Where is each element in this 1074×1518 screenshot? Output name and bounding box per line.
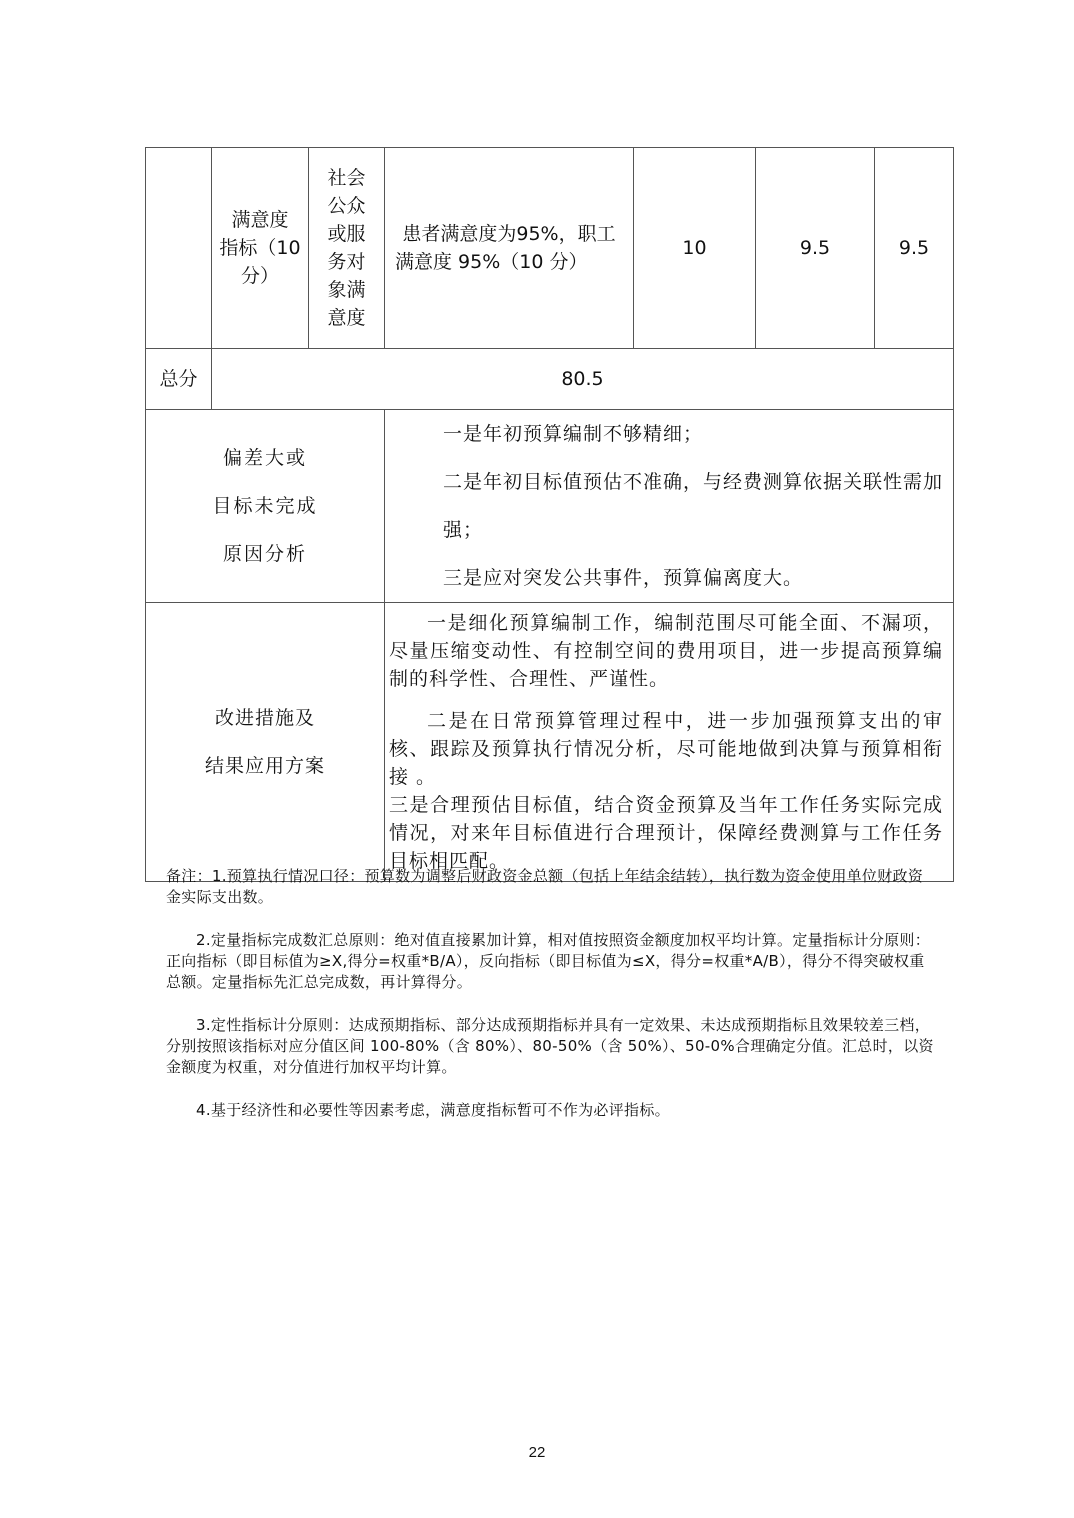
deviation-label-line: 原因分析 — [222, 543, 307, 565]
level3-line: 务对 — [327, 251, 366, 273]
level2-line: 满意度 — [231, 209, 289, 231]
satisfaction-indicator-row — [146, 148, 954, 349]
total-score-label: 总分 — [146, 349, 212, 410]
remark-note-4: 4.基于经济性和必要性等因素考虑，满意度指标暂可不作为必评指标。 — [196, 1101, 670, 1119]
target-line: 患者满意度为95%，职工 — [402, 223, 616, 245]
level3-line: 公众 — [327, 195, 366, 217]
remark-note-2: 2.定量指标完成数汇总原则：绝对值直接累加计算，相对值按照资金额度加权平均计算。定量指标计分原则：正向指标（即目标值为≥X,得分=权重*B/A），反向指标（即目标值为≤X，得分=权重*A/B），得分不得突破权重总额。定量指标先汇总完成数，再计算得分。 — [166, 931, 931, 991]
improvement-paragraph: 一是细化预算编制工作，编制范围尽可能全面、不漏项，尽量压缩变动性、有控制空间的费用项目，进一步提高预算编制的科学性、合理性、严谨性。 — [389, 612, 943, 690]
level3-line: 意度 — [327, 307, 366, 329]
actual-value-cell: 9.5 — [756, 148, 875, 349]
deviation-reasons-cell — [385, 410, 954, 603]
remarks-section — [166, 866, 938, 1143]
remark-note-1: 备注：1.预算执行情况口径：预算数为调整后财政资金总额（包括上年结余结转），执行数为资金使用单位财政资金实际支出数。 — [166, 867, 924, 906]
level3-line: 社会 — [327, 167, 366, 189]
total-score-row — [146, 349, 954, 410]
improvement-paragraph: 二是在日常预算管理过程中，进一步加强预算支出的审核、跟踪及预算执行情况分析，尽可能地做到决算与预算相衔接 。 — [389, 710, 943, 788]
total-score-value: 80.5 — [212, 349, 954, 410]
deviation-label-line: 目标未完成 — [212, 495, 318, 517]
level2-line: 分） — [240, 265, 279, 287]
deviation-reason: 二是年初目标值预估不准确，与经费测算依据关联性需加强； — [443, 471, 944, 541]
score-cell: 9.5 — [875, 148, 954, 349]
level3-line: 或服 — [327, 223, 366, 245]
deviation-reason: 三是应对突发公共事件，预算偏离度大。 — [443, 567, 804, 589]
target-value-cell — [385, 148, 634, 349]
improvement-label-cell — [146, 603, 385, 882]
performance-evaluation-table — [145, 147, 954, 882]
deviation-label-line: 偏差大或 — [222, 447, 307, 469]
deviation-reason: 一是年初预算编制不够精细； — [443, 423, 704, 445]
improvement-paragraph: 三是合理预估目标值，结合资金预算及当年工作任务实际完成情况，对来年目标值进行合理预计，保障经费测算与工作任务目标相匹配。 — [389, 794, 943, 872]
deviation-analysis-row — [146, 410, 954, 603]
improvement-measures-row — [146, 603, 954, 882]
improvement-measures-cell — [385, 603, 954, 882]
weight-cell: 10 — [634, 148, 756, 349]
improvement-label-line: 结果应用方案 — [204, 755, 325, 777]
improvement-label-line: 改进措施及 — [214, 707, 315, 729]
level1-empty-cell — [146, 148, 212, 349]
target-line: 满意度 95%（10 分） — [395, 251, 588, 273]
level3-indicator-cell — [309, 148, 385, 349]
remark-note-3: 3.定性指标计分原则：达成预期指标、部分达成预期指标并具有一定效果、未达成预期指标且效果较差三档，分别按照该指标对应分值区间 100-80%（含 80%）、80-50%（含 50%）、50-0%合理确定分值。汇总时，以资金额度为权重，对分值进行加权平均计算。 — [166, 1016, 934, 1076]
level2-line: 指标（10 — [219, 237, 301, 259]
level2-indicator-cell — [212, 148, 309, 349]
page-number: 22 — [528, 1444, 546, 1461]
performance-table-section — [145, 147, 953, 882]
level3-line: 象满 — [327, 279, 366, 301]
deviation-label-cell — [146, 410, 385, 603]
